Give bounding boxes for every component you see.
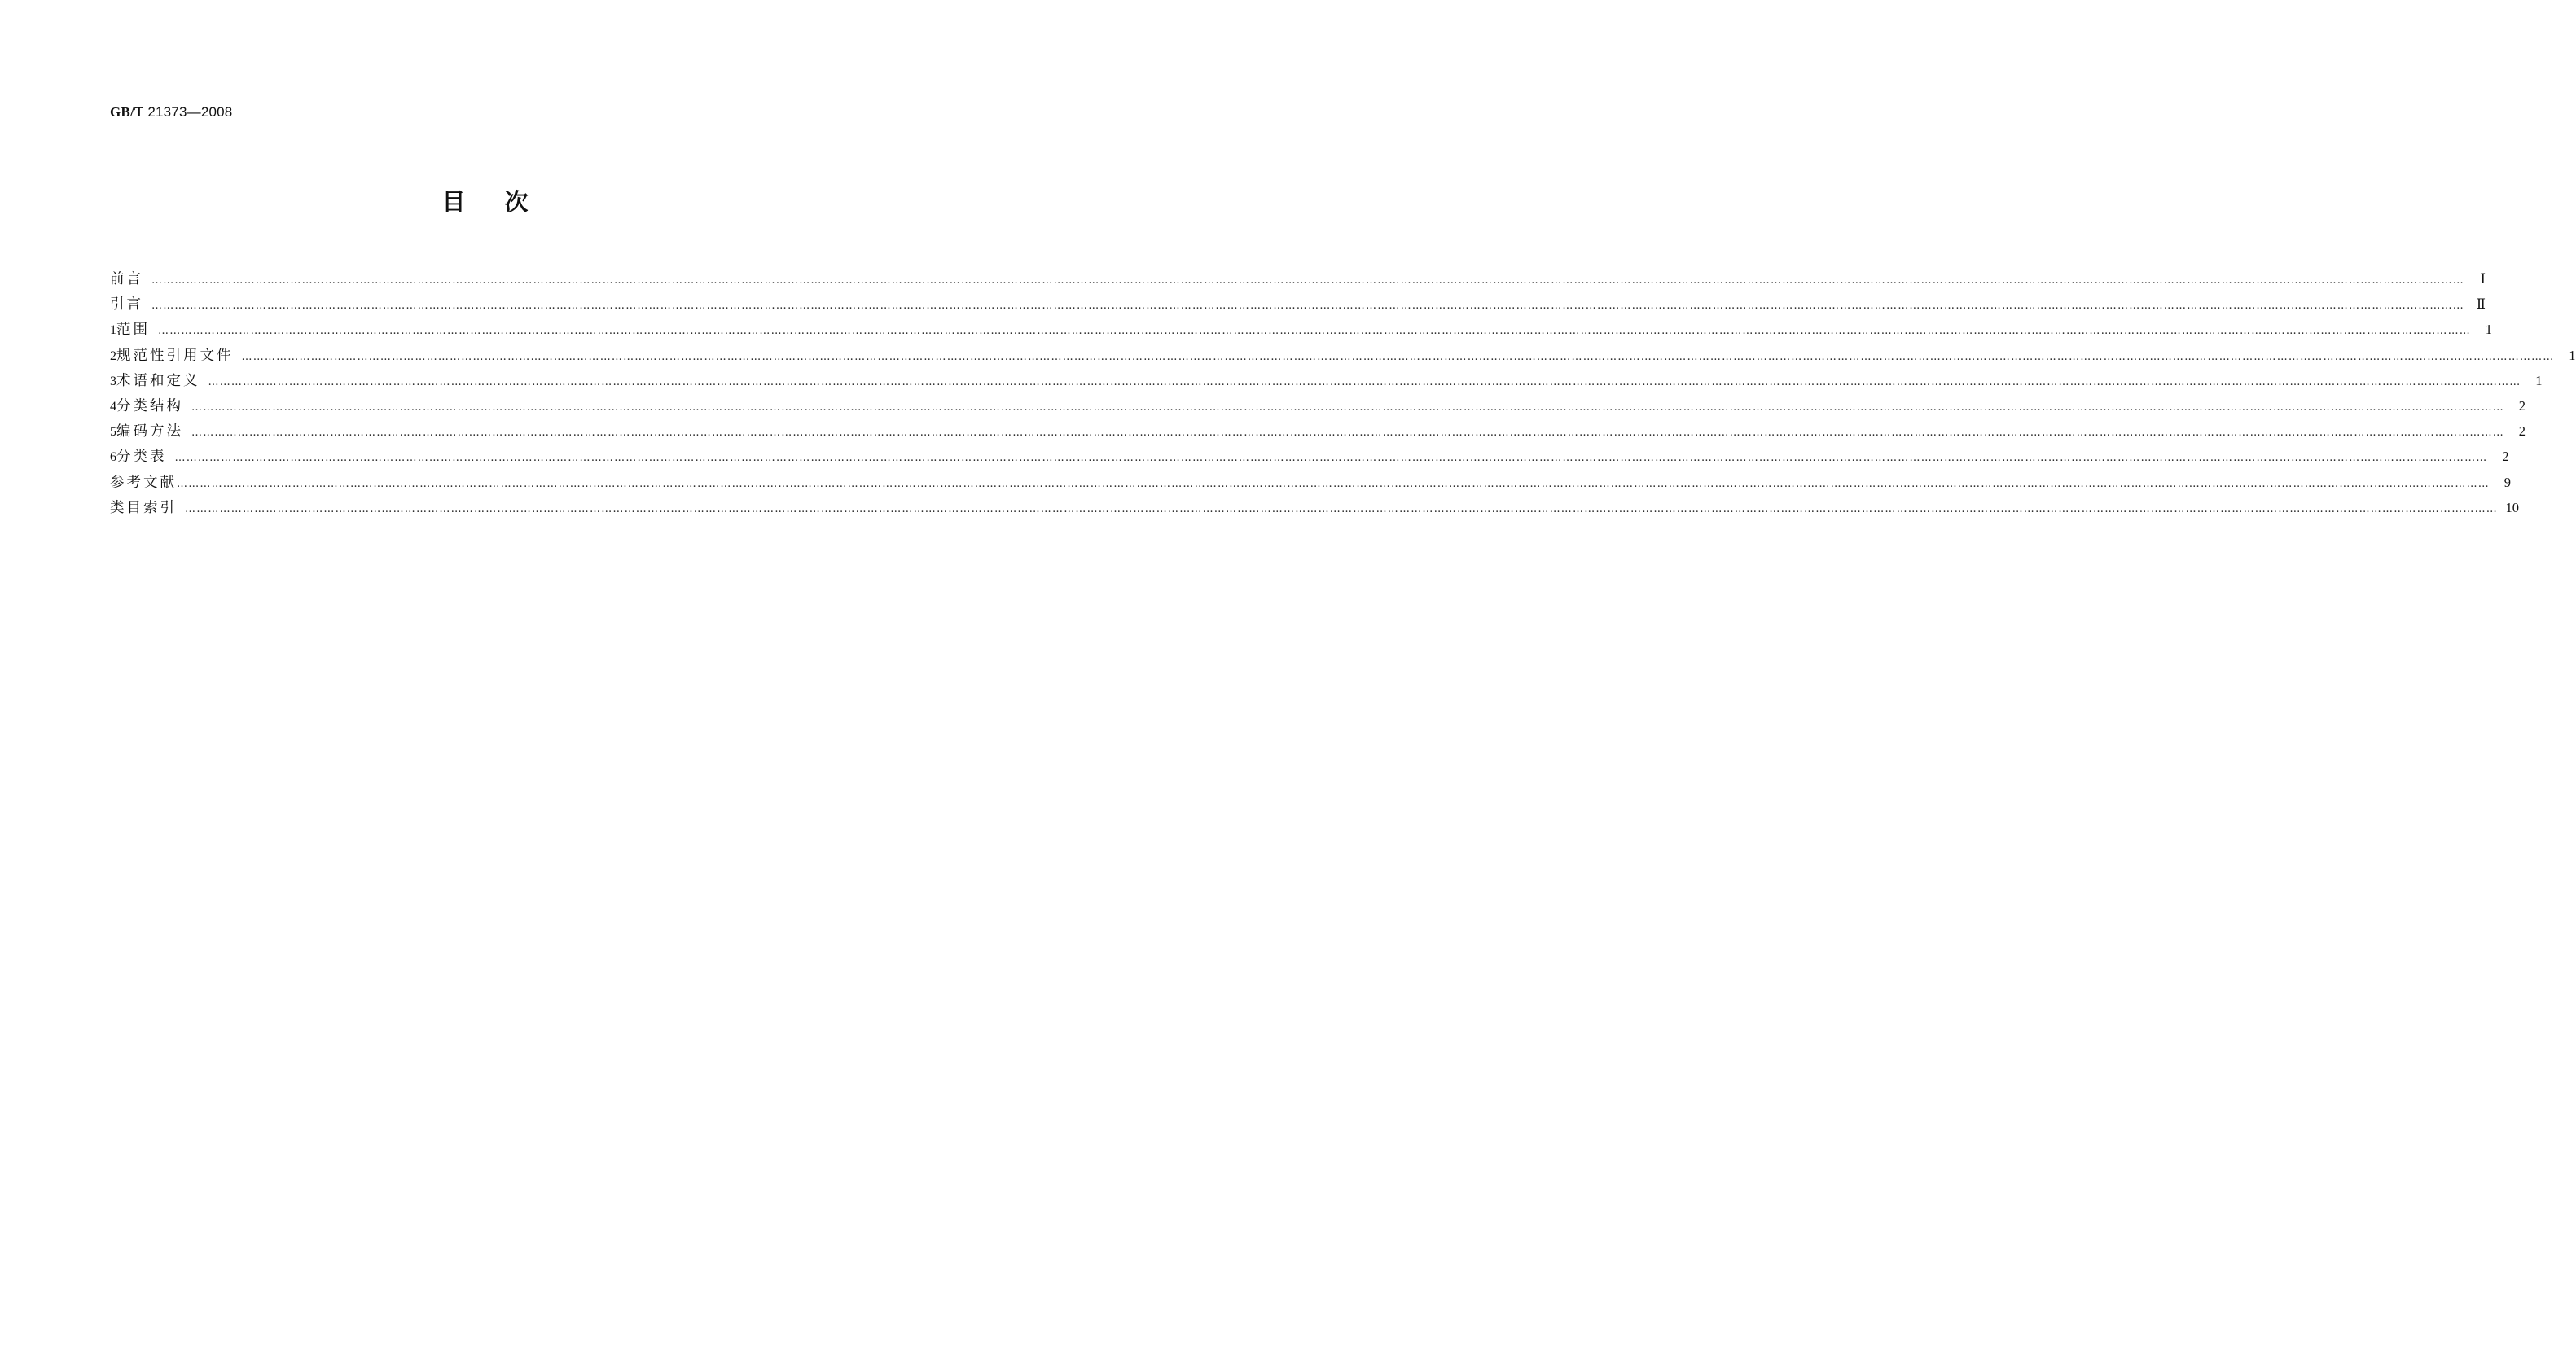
page-title: 目次 [441,188,568,216]
toc-entry-page: Ⅰ [2480,271,2486,287]
dot-leader: …………………………………………………………………………………………………………………………………………………………………………………………………………………………………………………………………………………………………………………………………………………………………………………………………………………………………………………………………………………………………………………………………………………… [151,274,2464,287]
document-code-number: 21373—2008 [143,104,233,120]
toc-entry-page: 1 [2485,322,2492,338]
dot-leader: …………………………………………………………………………………………………………………………………………………………………………………………………………………………………………………………………………………………………………………………………………………………………………………………………………………………………………………………………………………………………………………………………………………… [241,350,2555,363]
toc-entry-page: Ⅱ [2476,296,2486,313]
dot-leader: …………………………………………………………………………………………………………………………………………………………………………………………………………………………………………………………………………………………………………………………………………………………………………………………………………………………………………………………………………………………………………………………………………………… [208,375,2521,388]
toc-entry-label: 类目索引 [110,499,177,516]
dot-leader: …………………………………………………………………………………………………………………………………………………………………………………………………………………………………………………………………………………………………………………………………………………………………………………………………………………………………………………………………………………………………………………………………………………… [151,300,2464,313]
toc-entry-introduction[interactable] [110,291,2486,317]
dot-leader: …………………………………………………………………………………………………………………………………………………………………………………………………………………………………………………………………………………………………………………………………………………………………………………………………………………………………………………………………………………………………………………………………………………… [158,325,2471,338]
document-code [110,104,232,120]
toc-entry-coding-method[interactable] [110,418,2526,444]
dot-leader: …………………………………………………………………………………………………………………………………………………………………………………………………………………………………………………………………………………………………………………………………………………………………………………………………………………………………………………………………………………………………………………………………………………… [191,427,2504,440]
toc-entry-scope[interactable] [110,317,2492,342]
toc-entry-page: 2 [2518,397,2526,414]
toc-entry-label: 分类结构 [116,397,183,414]
toc-entry-normative-references[interactable] [110,343,2576,368]
toc-entry-number: 6 [110,450,116,465]
table-of-contents [110,266,2576,520]
toc-entry-page: 1 [2569,347,2576,363]
toc-entry-number: 2 [110,348,116,363]
toc-entry-label: 规范性引用文件 [116,347,234,364]
toc-entry-page: 9 [2504,474,2511,490]
document-code-prefix: GB/T [110,104,144,120]
dot-leader: …………………………………………………………………………………………………………………………………………………………………………………………………………………………………………………………………………………………………………………………………………………………………………………………………………………………………………………………………………………………………………………………………………………… [177,477,2490,490]
toc-entry-classification-table[interactable] [110,444,2509,469]
toc-entry-number: 4 [110,399,116,414]
dot-leader: …………………………………………………………………………………………………………………………………………………………………………………………………………………………………………………………………………………………………………………………………………………………………………………………………………………………………………………………………………………………………………………………………………………… [185,502,2498,515]
toc-entry-page: 2 [2518,423,2526,440]
toc-entry-number: 3 [110,374,116,388]
toc-entry-page: 10 [2505,499,2519,515]
toc-entry-foreword[interactable] [110,266,2486,291]
toc-entry-label: 引言 [110,296,143,313]
toc-entry-bibliography[interactable] [110,470,2511,495]
toc-entry-label: 参考文献 [110,474,177,491]
toc-entry-classification-structure[interactable] [110,393,2526,418]
toc-entry-category-index[interactable] [110,495,2519,520]
toc-entry-terms-definitions[interactable] [110,368,2543,393]
toc-entry-label: 分类表 [116,449,167,466]
toc-entry-page: 1 [2535,372,2543,388]
dot-leader: …………………………………………………………………………………………………………………………………………………………………………………………………………………………………………………………………………………………………………………………………………………………………………………………………………………………………………………………………………………………………………………………………………………… [174,452,2488,465]
toc-entry-page: 2 [2502,449,2509,465]
toc-entry-number: 5 [110,425,116,440]
dot-leader: …………………………………………………………………………………………………………………………………………………………………………………………………………………………………………………………………………………………………………………………………………………………………………………………………………………………………………………………………………………………………………………………………………………… [191,401,2504,414]
toc-entry-label: 编码方法 [116,423,183,440]
toc-entry-number: 1 [110,323,116,338]
toc-entry-label: 范围 [116,322,150,339]
toc-entry-label: 前言 [110,271,143,287]
toc-entry-label: 术语和定义 [116,372,200,389]
